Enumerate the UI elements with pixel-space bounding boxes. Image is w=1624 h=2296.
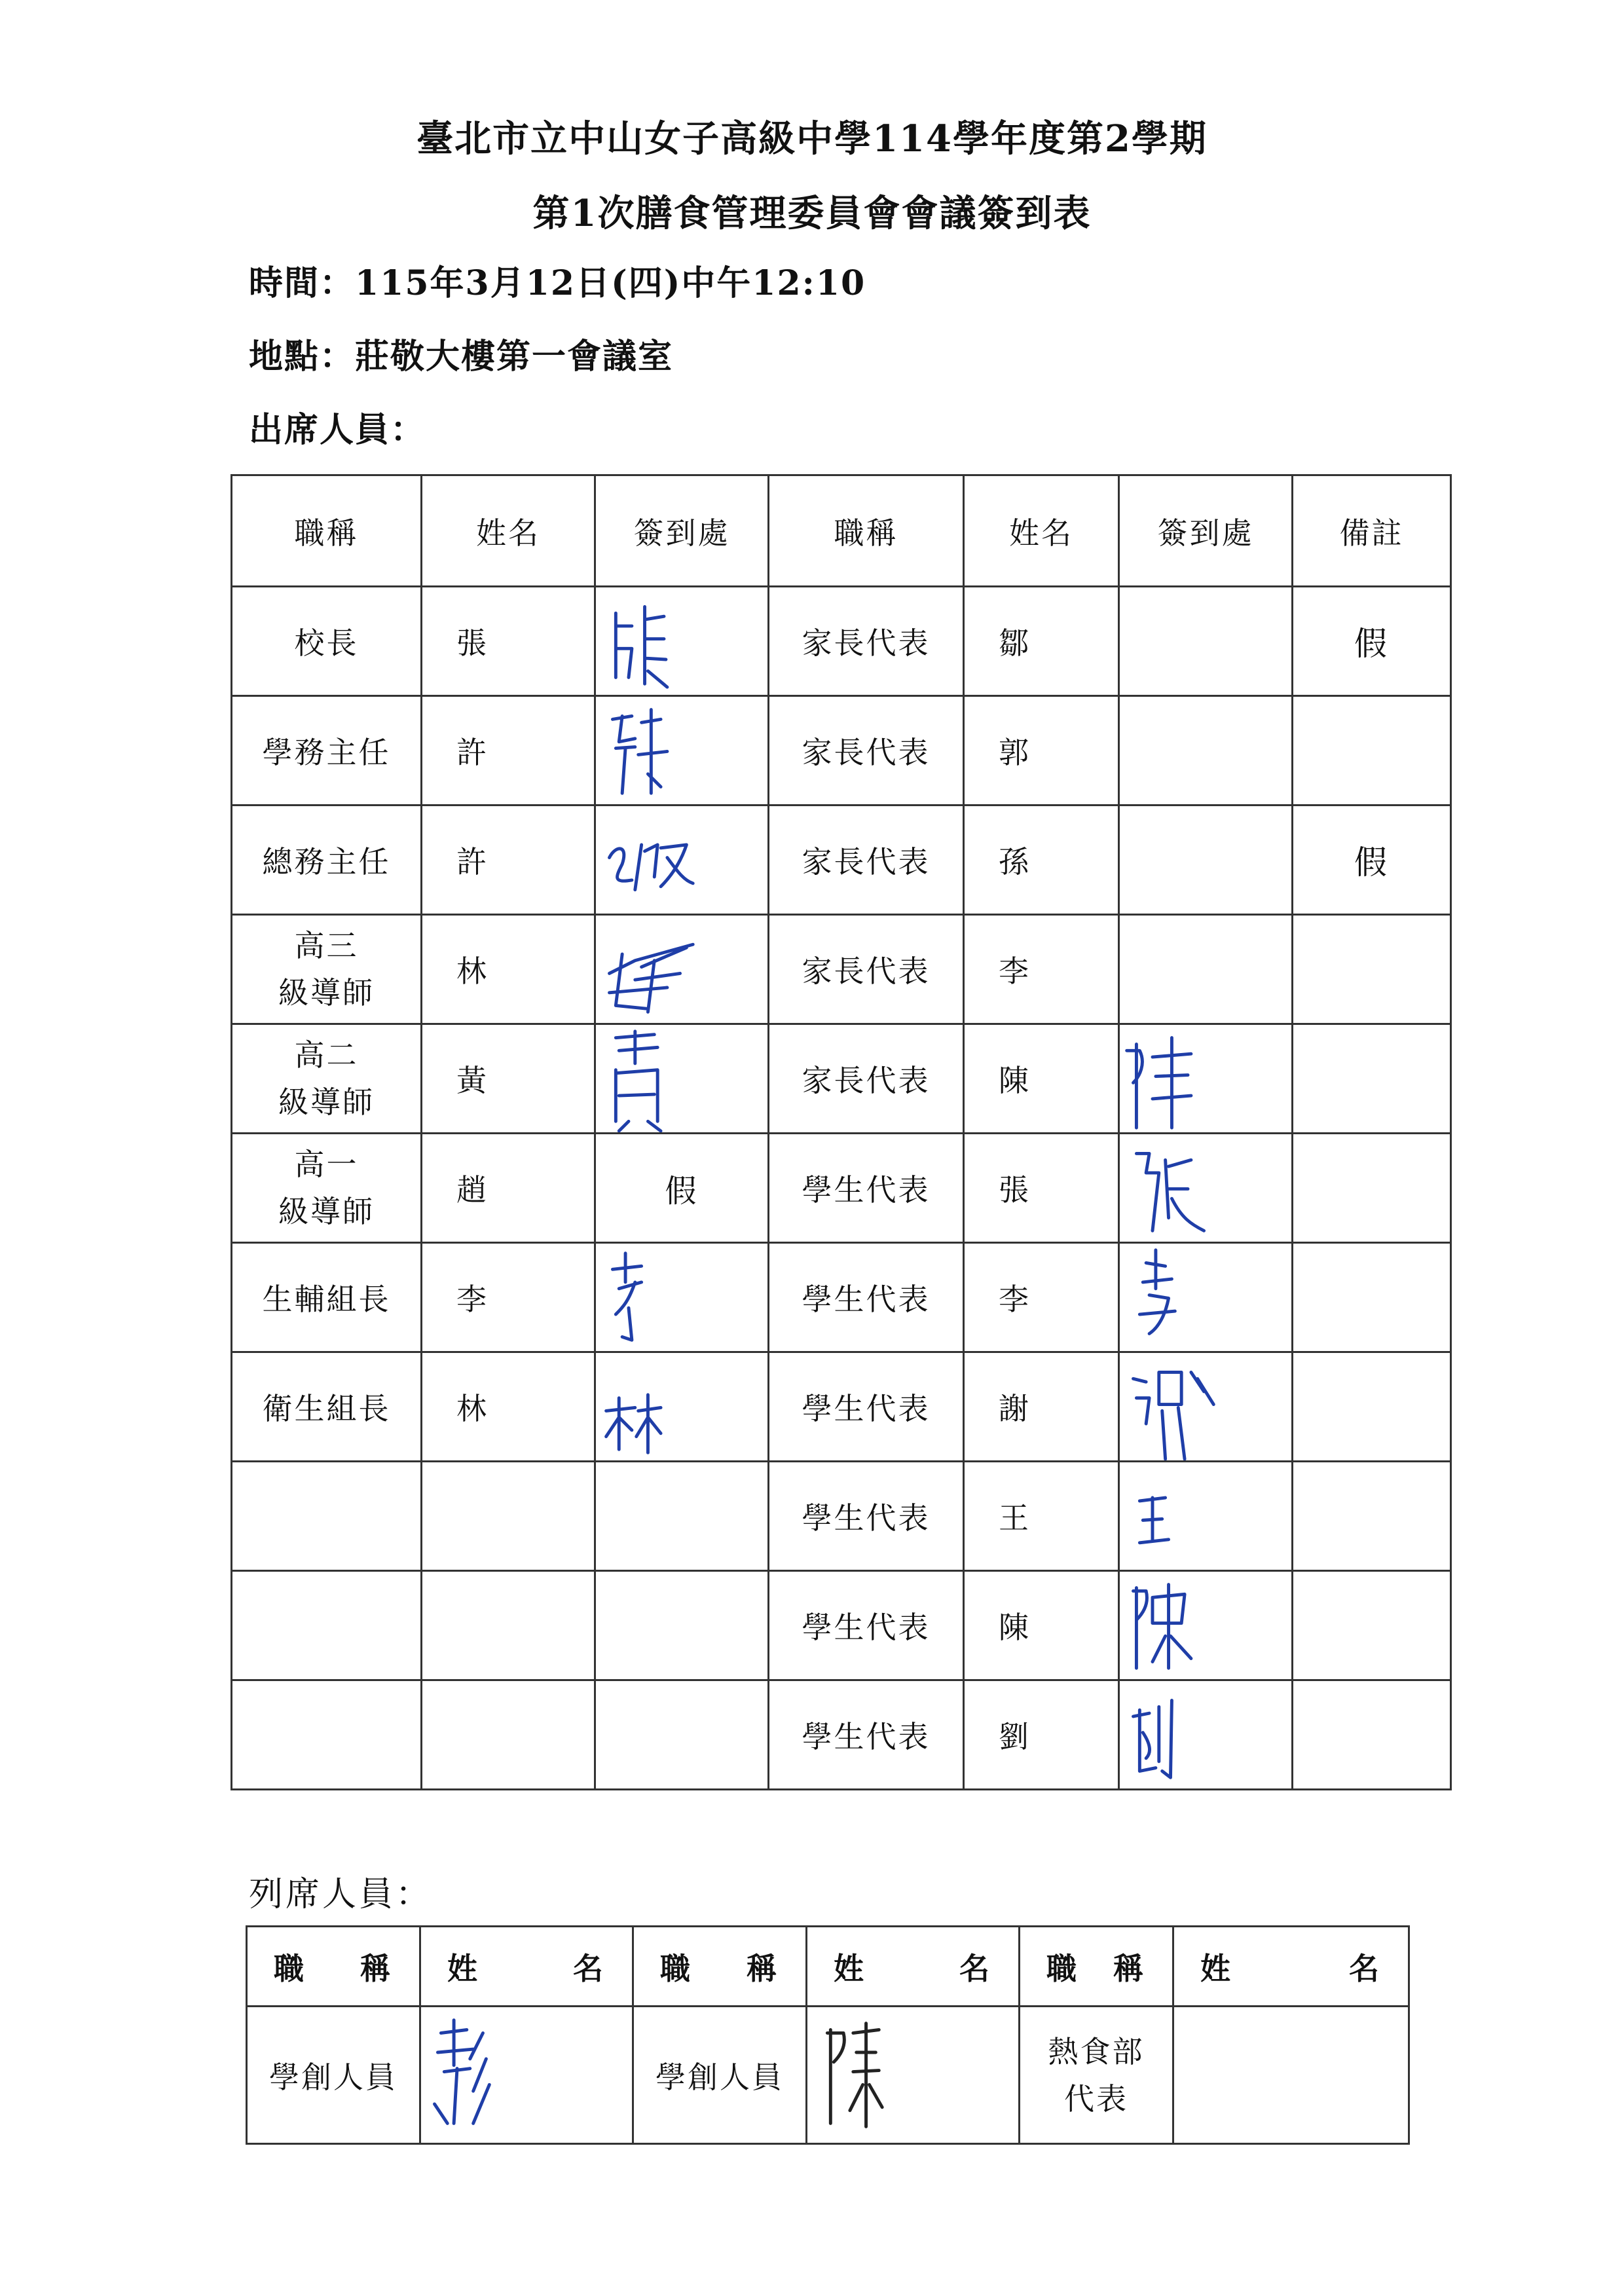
right-title: 家長代表 bbox=[769, 1024, 964, 1134]
header-name: 姓名 bbox=[964, 475, 1119, 587]
left-title-line1: 高二 bbox=[294, 1037, 359, 1073]
left-title: 衛生組長 bbox=[232, 1352, 422, 1462]
left-title bbox=[232, 1462, 422, 1571]
handwritten-signature bbox=[1120, 1244, 1291, 1351]
table-row bbox=[232, 915, 1451, 1024]
left-signature bbox=[595, 1352, 769, 1462]
note-cell: 假 bbox=[1293, 805, 1451, 915]
handwritten-signature bbox=[596, 587, 767, 695]
obs-header-name: 姓 名 bbox=[1173, 1927, 1409, 2007]
left-title bbox=[232, 1134, 422, 1243]
right-signature bbox=[1119, 587, 1293, 696]
left-signature bbox=[595, 1571, 769, 1680]
handwritten-signature bbox=[596, 697, 767, 804]
handwritten-signature bbox=[596, 1025, 767, 1132]
left-name: 趙 bbox=[422, 1134, 595, 1243]
left-title-line2: 級導師 bbox=[278, 975, 375, 1010]
right-signature bbox=[1119, 1352, 1293, 1462]
right-name: 孫 bbox=[964, 805, 1119, 915]
left-name bbox=[422, 1680, 595, 1790]
right-title: 家長代表 bbox=[769, 805, 964, 915]
left-title-line1: 高一 bbox=[294, 1147, 359, 1182]
left-name: 黃 bbox=[422, 1024, 595, 1134]
right-title: 學生代表 bbox=[769, 1243, 964, 1352]
right-title: 家長代表 bbox=[769, 696, 964, 805]
header-title: 職稱 bbox=[232, 475, 422, 587]
left-title-line2: 級導師 bbox=[278, 1194, 375, 1229]
header-note: 備註 bbox=[1293, 475, 1451, 587]
right-title: 家長代表 bbox=[769, 915, 964, 1024]
right-name: 李 bbox=[964, 1243, 1119, 1352]
left-signature bbox=[595, 805, 769, 915]
right-name: 劉 bbox=[964, 1680, 1119, 1790]
left-signature bbox=[595, 1462, 769, 1571]
left-title: 總務主任 bbox=[232, 805, 422, 915]
right-signature bbox=[1119, 1462, 1293, 1571]
right-signature bbox=[1119, 805, 1293, 915]
left-signature bbox=[595, 915, 769, 1024]
right-title: 學生代表 bbox=[769, 1462, 964, 1571]
left-name: 許 bbox=[422, 696, 595, 805]
table-row bbox=[232, 1571, 1451, 1680]
handwritten-signature bbox=[596, 806, 767, 914]
handwritten-signature bbox=[1120, 1462, 1291, 1570]
right-name: 謝 bbox=[964, 1352, 1119, 1462]
left-title: 校長 bbox=[232, 587, 422, 696]
left-signature bbox=[595, 1024, 769, 1134]
handwritten-signature bbox=[421, 2007, 632, 2143]
observer-row bbox=[247, 2007, 1409, 2144]
note-cell: 假 bbox=[1293, 587, 1451, 696]
right-name: 王 bbox=[964, 1462, 1119, 1571]
right-signature bbox=[1119, 696, 1293, 805]
table-row bbox=[232, 1352, 1451, 1462]
right-signature bbox=[1119, 1680, 1293, 1790]
obs-title: 學創人員 bbox=[247, 2007, 420, 2144]
obs-header-title: 職 稱 bbox=[247, 1927, 420, 2007]
note-cell bbox=[1293, 1134, 1451, 1243]
right-title: 家長代表 bbox=[769, 587, 964, 696]
obs-signature bbox=[807, 2007, 1020, 2144]
table-row bbox=[232, 587, 1451, 696]
table-row bbox=[232, 1024, 1451, 1134]
left-title: 學務主任 bbox=[232, 696, 422, 805]
handwritten-signature bbox=[596, 1244, 767, 1351]
right-title: 學生代表 bbox=[769, 1571, 964, 1680]
note-cell bbox=[1293, 1352, 1451, 1462]
left-title: 生輔組長 bbox=[232, 1243, 422, 1352]
right-name: 郭 bbox=[964, 696, 1119, 805]
handwritten-signature bbox=[596, 916, 767, 1023]
right-signature bbox=[1119, 1134, 1293, 1243]
obs-title bbox=[1020, 2007, 1173, 2144]
handwritten-signature bbox=[1120, 1572, 1291, 1679]
left-name: 林 bbox=[422, 1352, 595, 1462]
right-title: 學生代表 bbox=[769, 1680, 964, 1790]
left-title bbox=[232, 1571, 422, 1680]
meeting-time: 時間：115年3月12日(四)中午12:10 bbox=[249, 263, 866, 303]
left-signature bbox=[595, 1243, 769, 1352]
obs-signature bbox=[1173, 2007, 1409, 2144]
left-title bbox=[232, 1024, 422, 1134]
handwritten-signature bbox=[1120, 1025, 1291, 1132]
obs-header-name: 姓 名 bbox=[807, 1927, 1020, 2007]
left-name bbox=[422, 1462, 595, 1571]
note-cell bbox=[1293, 1680, 1451, 1790]
left-signature bbox=[595, 1680, 769, 1790]
left-name bbox=[422, 1571, 595, 1680]
right-name: 張 bbox=[964, 1134, 1119, 1243]
note-cell bbox=[1293, 1571, 1451, 1680]
right-signature bbox=[1119, 1243, 1293, 1352]
table-row bbox=[232, 696, 1451, 805]
left-title-line2: 級導師 bbox=[278, 1084, 375, 1120]
obs-header-title: 職 稱 bbox=[633, 1927, 807, 2007]
right-name: 李 bbox=[964, 915, 1119, 1024]
right-signature bbox=[1119, 1024, 1293, 1134]
note-cell bbox=[1293, 915, 1451, 1024]
table-row bbox=[232, 1134, 1451, 1243]
obs-title: 學創人員 bbox=[633, 2007, 807, 2144]
document-title-line2: 第1次膳食管理委員會會議簽到表 bbox=[532, 192, 1092, 235]
handwritten-signature bbox=[596, 1353, 767, 1460]
handwritten-signature bbox=[1120, 1681, 1291, 1788]
obs-title-line2: 代表 bbox=[1064, 2081, 1128, 2117]
table-row bbox=[232, 1680, 1451, 1790]
note-cell bbox=[1293, 1243, 1451, 1352]
header-name: 姓名 bbox=[422, 475, 595, 587]
handwritten-signature bbox=[1120, 1134, 1291, 1242]
table-row bbox=[232, 1243, 1451, 1352]
header-sign: 簽到處 bbox=[1119, 475, 1293, 587]
left-signature bbox=[595, 696, 769, 805]
note-cell bbox=[1293, 1462, 1451, 1571]
table-row bbox=[232, 805, 1451, 915]
meeting-place: 地點：莊敬大樓第一會議室 bbox=[249, 337, 674, 377]
handwritten-signature bbox=[1120, 1353, 1291, 1460]
note-cell bbox=[1293, 696, 1451, 805]
handwritten-signature bbox=[807, 2007, 1018, 2143]
left-name: 許 bbox=[422, 805, 595, 915]
note-cell bbox=[1293, 1024, 1451, 1134]
right-name: 陳 bbox=[964, 1571, 1119, 1680]
right-name: 鄒 bbox=[964, 587, 1119, 696]
left-title bbox=[232, 1680, 422, 1790]
right-title: 學生代表 bbox=[769, 1352, 964, 1462]
left-title bbox=[232, 915, 422, 1024]
right-title: 學生代表 bbox=[769, 1134, 964, 1243]
observer-header-row bbox=[247, 1927, 1409, 2007]
left-name: 李 bbox=[422, 1243, 595, 1352]
header-title: 職稱 bbox=[769, 475, 964, 587]
left-signature bbox=[595, 587, 769, 696]
obs-signature bbox=[420, 2007, 633, 2144]
table-header-row bbox=[232, 475, 1451, 587]
obs-header-title: 職 稱 bbox=[1020, 1927, 1173, 2007]
observer-table bbox=[246, 1925, 1410, 2145]
left-signature: 假 bbox=[595, 1134, 769, 1243]
observers-label: 列席人員： bbox=[249, 1875, 433, 1914]
attendance-table bbox=[231, 474, 1452, 1790]
attendees-label: 出席人員： bbox=[249, 410, 426, 450]
obs-header-name: 姓 名 bbox=[420, 1927, 633, 2007]
right-name: 陳 bbox=[964, 1024, 1119, 1134]
left-name: 張 bbox=[422, 587, 595, 696]
document-title-line1: 臺北市立中山女子高級中學114學年度第2學期 bbox=[416, 117, 1208, 160]
right-signature bbox=[1119, 1571, 1293, 1680]
header-sign: 簽到處 bbox=[595, 475, 769, 587]
right-signature bbox=[1119, 915, 1293, 1024]
table-row bbox=[232, 1462, 1451, 1571]
left-name: 林 bbox=[422, 915, 595, 1024]
left-title-line1: 高三 bbox=[294, 928, 359, 963]
obs-title-line1: 熱食部 bbox=[1048, 2033, 1145, 2069]
